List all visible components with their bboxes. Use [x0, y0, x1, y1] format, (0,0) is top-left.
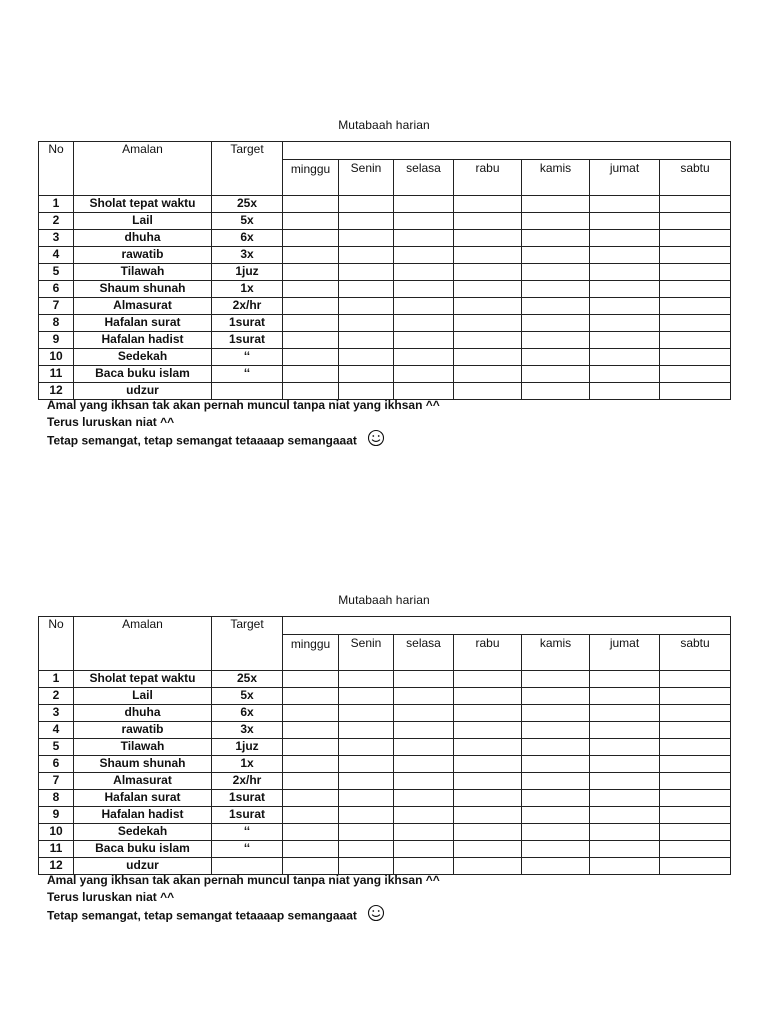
day-cell[interactable] [590, 332, 660, 349]
day-cell[interactable] [339, 298, 394, 315]
notes [47, 872, 440, 927]
row-target: 5x [212, 688, 283, 705]
table-row [39, 773, 731, 790]
day-cell[interactable] [283, 264, 339, 281]
day-cell[interactable] [454, 756, 522, 773]
day-cell[interactable] [283, 281, 339, 298]
day-cell[interactable] [283, 298, 339, 315]
day-cell[interactable] [283, 230, 339, 247]
header-day-senin: Senin [339, 160, 394, 196]
row-no: 6 [39, 281, 74, 298]
day-cell[interactable] [590, 858, 660, 875]
note-line: Amal yang ikhsan tak akan pernah muncul tanpa niat yang ikhsan ^^ [47, 398, 440, 412]
day-cell[interactable] [339, 739, 394, 756]
row-no: 5 [39, 739, 74, 756]
day-cell[interactable] [283, 824, 339, 841]
day-cell[interactable] [394, 841, 454, 858]
row-amalan: Hafalan hadist [74, 807, 212, 824]
day-cell[interactable] [339, 807, 394, 824]
day-cell[interactable] [590, 349, 660, 366]
day-cell[interactable] [339, 366, 394, 383]
table-row [39, 230, 731, 247]
day-cell[interactable] [394, 196, 454, 213]
row-target: 1juz [212, 264, 283, 281]
header-day-senin: Senin [339, 635, 394, 671]
day-cell[interactable] [394, 315, 454, 332]
header-day-kamis: kamis [522, 635, 590, 671]
day-cell[interactable] [454, 858, 522, 875]
day-cell[interactable] [283, 349, 339, 366]
note-line: Terus luruskan niat ^^ [47, 415, 175, 429]
day-cell[interactable] [339, 688, 394, 705]
day-cell[interactable] [660, 722, 731, 739]
row-no: 1 [39, 671, 74, 688]
day-cell[interactable] [522, 688, 590, 705]
day-cell[interactable] [339, 349, 394, 366]
day-cell[interactable] [394, 807, 454, 824]
row-no: 8 [39, 790, 74, 807]
day-cell[interactable] [522, 349, 590, 366]
row-amalan: Lail [74, 688, 212, 705]
day-cell[interactable] [454, 383, 522, 400]
header-no: No [39, 617, 74, 671]
header-day-sabtu: sabtu [660, 160, 731, 196]
table-row [39, 264, 731, 281]
day-cell[interactable] [660, 841, 731, 858]
row-no: 9 [39, 807, 74, 824]
day-cell[interactable] [660, 196, 731, 213]
day-cell[interactable] [454, 349, 522, 366]
row-no: 5 [39, 264, 74, 281]
row-amalan: dhuha [74, 230, 212, 247]
notes [47, 397, 440, 452]
day-cell[interactable] [660, 366, 731, 383]
row-amalan: Almasurat [74, 773, 212, 790]
row-amalan: Sholat tepat waktu [74, 671, 212, 688]
mutabaah-table [38, 616, 731, 875]
day-cell[interactable] [394, 824, 454, 841]
table-row [39, 349, 731, 366]
day-cell[interactable] [522, 332, 590, 349]
row-target: 2x/hr [212, 773, 283, 790]
day-cell[interactable] [660, 349, 731, 366]
day-cell[interactable] [283, 671, 339, 688]
header-day-minggu: minggu [283, 635, 339, 671]
day-cell[interactable] [522, 298, 590, 315]
day-cell[interactable] [454, 773, 522, 790]
day-cell[interactable] [522, 773, 590, 790]
day-cell[interactable] [394, 688, 454, 705]
day-cell[interactable] [394, 739, 454, 756]
day-cell[interactable] [660, 790, 731, 807]
row-amalan: Shaum shunah [74, 756, 212, 773]
row-amalan: Tilawah [74, 739, 212, 756]
day-cell[interactable] [339, 841, 394, 858]
sheet-title: Mutabaah harian [338, 118, 430, 132]
table-row [39, 332, 731, 349]
row-no: 9 [39, 332, 74, 349]
day-cell[interactable] [660, 824, 731, 841]
day-cell[interactable] [660, 264, 731, 281]
day-cell[interactable] [454, 705, 522, 722]
day-cell[interactable] [394, 671, 454, 688]
row-amalan: Almasurat [74, 298, 212, 315]
day-cell[interactable] [522, 841, 590, 858]
row-target: ‘‘ [212, 824, 283, 841]
day-cell[interactable] [590, 671, 660, 688]
table-row [39, 841, 731, 858]
table-row [39, 722, 731, 739]
day-cell[interactable] [590, 366, 660, 383]
table-row [39, 213, 731, 230]
header-day-kamis: kamis [522, 160, 590, 196]
day-cell[interactable] [590, 298, 660, 315]
day-cell[interactable] [454, 790, 522, 807]
note-line-with-smiley [47, 906, 440, 927]
header-target: Target [212, 617, 283, 671]
day-cell[interactable] [339, 213, 394, 230]
day-cell[interactable] [454, 824, 522, 841]
day-cell[interactable] [590, 213, 660, 230]
day-cell[interactable] [339, 756, 394, 773]
day-cell[interactable] [283, 773, 339, 790]
row-target: ‘‘ [212, 366, 283, 383]
day-cell[interactable] [590, 739, 660, 756]
table-row [39, 824, 731, 841]
day-cell[interactable] [394, 773, 454, 790]
row-amalan: Hafalan surat [74, 790, 212, 807]
row-no: 11 [39, 366, 74, 383]
header-day-minggu: minggu [283, 160, 339, 196]
day-cell[interactable] [283, 315, 339, 332]
row-amalan: rawatib [74, 247, 212, 264]
header-amalan: Amalan [74, 142, 212, 196]
note-line: Tetap semangat, tetap semangat tetaaaap semangaaat [47, 908, 357, 923]
mutabaah-table [38, 141, 731, 400]
day-cell[interactable] [454, 366, 522, 383]
header-target: Target [212, 142, 283, 196]
day-cell[interactable] [660, 773, 731, 790]
day-cell[interactable] [590, 756, 660, 773]
day-cell[interactable] [394, 264, 454, 281]
row-no: 4 [39, 247, 74, 264]
day-cell[interactable] [339, 315, 394, 332]
day-cell[interactable] [522, 671, 590, 688]
day-cell[interactable] [454, 807, 522, 824]
day-cell[interactable] [660, 213, 731, 230]
day-cell[interactable] [660, 756, 731, 773]
row-amalan: Baca buku islam [74, 841, 212, 858]
note-line: Amal yang ikhsan tak akan pernah muncul tanpa niat yang ikhsan ^^ [47, 873, 440, 887]
day-cell[interactable] [590, 790, 660, 807]
day-cell[interactable] [394, 366, 454, 383]
table-row [39, 705, 731, 722]
day-cell[interactable] [283, 756, 339, 773]
table-row [39, 790, 731, 807]
day-cell[interactable] [522, 705, 590, 722]
day-cell[interactable] [339, 790, 394, 807]
header-day-sabtu: sabtu [660, 635, 731, 671]
note-line: Terus luruskan niat ^^ [47, 890, 175, 904]
table-row [39, 196, 731, 213]
day-cell[interactable] [394, 349, 454, 366]
row-target: ‘‘ [212, 349, 283, 366]
day-cell[interactable] [522, 807, 590, 824]
day-cell[interactable] [454, 196, 522, 213]
header-day-selasa: selasa [394, 635, 454, 671]
day-cell[interactable] [283, 332, 339, 349]
row-no: 1 [39, 196, 74, 213]
day-cell[interactable] [454, 298, 522, 315]
day-cell[interactable] [339, 722, 394, 739]
row-target: 3x [212, 247, 283, 264]
table-row [39, 281, 731, 298]
row-amalan: Hafalan hadist [74, 332, 212, 349]
day-cell[interactable] [454, 213, 522, 230]
row-no: 11 [39, 841, 74, 858]
row-no: 10 [39, 349, 74, 366]
row-target: 3x [212, 722, 283, 739]
day-cell[interactable] [454, 688, 522, 705]
day-cell[interactable] [394, 332, 454, 349]
day-cell[interactable] [339, 230, 394, 247]
row-no: 8 [39, 315, 74, 332]
day-cell[interactable] [522, 366, 590, 383]
day-cell[interactable] [522, 824, 590, 841]
row-amalan: udzur [74, 383, 212, 400]
header-day-selasa: selasa [394, 160, 454, 196]
day-cell[interactable] [590, 264, 660, 281]
day-cell[interactable] [590, 230, 660, 247]
day-cell[interactable] [522, 858, 590, 875]
row-target: 25x [212, 196, 283, 213]
header-day-jumat: jumat [590, 635, 660, 671]
day-cell[interactable] [590, 196, 660, 213]
day-cell[interactable] [660, 688, 731, 705]
day-cell[interactable] [590, 315, 660, 332]
day-cell[interactable] [454, 281, 522, 298]
day-cell[interactable] [590, 705, 660, 722]
day-cell[interactable] [660, 807, 731, 824]
row-target: 1juz [212, 739, 283, 756]
day-cell[interactable] [660, 671, 731, 688]
day-cell[interactable] [660, 383, 731, 400]
header-days-group [283, 142, 731, 160]
table-row [39, 366, 731, 383]
day-cell[interactable] [454, 247, 522, 264]
day-cell[interactable] [394, 705, 454, 722]
day-cell[interactable] [522, 383, 590, 400]
day-cell[interactable] [660, 315, 731, 332]
row-no: 6 [39, 756, 74, 773]
row-amalan: Sedekah [74, 349, 212, 366]
day-cell[interactable] [590, 841, 660, 858]
header-day-rabu: rabu [454, 635, 522, 671]
smiley-icon [367, 429, 385, 452]
day-cell[interactable] [522, 756, 590, 773]
day-cell[interactable] [660, 705, 731, 722]
row-target: 1surat [212, 790, 283, 807]
row-target: 1surat [212, 315, 283, 332]
row-no: 2 [39, 213, 74, 230]
day-cell[interactable] [339, 705, 394, 722]
day-cell[interactable] [522, 196, 590, 213]
day-cell[interactable] [454, 841, 522, 858]
row-target: 6x [212, 705, 283, 722]
day-cell[interactable] [660, 858, 731, 875]
row-amalan: rawatib [74, 722, 212, 739]
day-cell[interactable] [283, 807, 339, 824]
day-cell[interactable] [283, 722, 339, 739]
day-cell[interactable] [522, 264, 590, 281]
row-amalan: Sedekah [74, 824, 212, 841]
header-amalan: Amalan [74, 617, 212, 671]
day-cell[interactable] [339, 824, 394, 841]
day-cell[interactable] [660, 247, 731, 264]
day-cell[interactable] [283, 739, 339, 756]
row-target: 1surat [212, 807, 283, 824]
day-cell[interactable] [394, 756, 454, 773]
row-target: 1x [212, 756, 283, 773]
table-row [39, 298, 731, 315]
day-cell[interactable] [394, 298, 454, 315]
sheet-title: Mutabaah harian [338, 593, 430, 607]
day-cell[interactable] [394, 213, 454, 230]
row-no: 2 [39, 688, 74, 705]
row-no: 4 [39, 722, 74, 739]
day-cell[interactable] [590, 383, 660, 400]
row-no: 3 [39, 230, 74, 247]
day-cell[interactable] [339, 671, 394, 688]
day-cell[interactable] [283, 247, 339, 264]
day-cell[interactable] [394, 230, 454, 247]
day-cell[interactable] [522, 722, 590, 739]
day-cell[interactable] [339, 281, 394, 298]
day-cell[interactable] [522, 213, 590, 230]
day-cell[interactable] [283, 688, 339, 705]
row-amalan: udzur [74, 858, 212, 875]
row-amalan: Sholat tepat waktu [74, 196, 212, 213]
day-cell[interactable] [339, 247, 394, 264]
row-no: 3 [39, 705, 74, 722]
row-no: 7 [39, 298, 74, 315]
row-no: 10 [39, 824, 74, 841]
row-no: 12 [39, 383, 74, 400]
row-target: 1surat [212, 332, 283, 349]
table-row [39, 247, 731, 264]
day-cell[interactable] [283, 841, 339, 858]
day-cell[interactable] [590, 824, 660, 841]
smiley-icon [367, 904, 385, 927]
header-day-jumat: jumat [590, 160, 660, 196]
day-cell[interactable] [339, 264, 394, 281]
row-no: 12 [39, 858, 74, 875]
note-line: Tetap semangat, tetap semangat tetaaaap semangaaat [47, 433, 357, 448]
row-amalan: dhuha [74, 705, 212, 722]
table-row [39, 739, 731, 756]
day-cell[interactable] [590, 688, 660, 705]
day-cell[interactable] [283, 366, 339, 383]
day-cell[interactable] [660, 739, 731, 756]
table-row [39, 671, 731, 688]
day-cell[interactable] [590, 247, 660, 264]
day-cell[interactable] [454, 671, 522, 688]
day-cell[interactable] [590, 773, 660, 790]
header-day-rabu: rabu [454, 160, 522, 196]
day-cell[interactable] [283, 705, 339, 722]
row-target: 1x [212, 281, 283, 298]
row-target: ‘‘ [212, 841, 283, 858]
day-cell[interactable] [283, 196, 339, 213]
day-cell[interactable] [394, 722, 454, 739]
row-amalan: Shaum shunah [74, 281, 212, 298]
row-amalan: Tilawah [74, 264, 212, 281]
row-amalan: Hafalan surat [74, 315, 212, 332]
day-cell[interactable] [660, 230, 731, 247]
day-cell[interactable] [590, 281, 660, 298]
day-cell[interactable] [339, 196, 394, 213]
table-row [39, 315, 731, 332]
row-target: 2x/hr [212, 298, 283, 315]
day-cell[interactable] [522, 739, 590, 756]
row-amalan: Baca buku islam [74, 366, 212, 383]
table-row [39, 756, 731, 773]
day-cell[interactable] [454, 332, 522, 349]
day-cell[interactable] [660, 281, 731, 298]
row-target: 6x [212, 230, 283, 247]
day-cell[interactable] [394, 790, 454, 807]
day-cell[interactable] [522, 281, 590, 298]
day-cell[interactable] [660, 298, 731, 315]
day-cell[interactable] [522, 247, 590, 264]
day-cell[interactable] [660, 332, 731, 349]
table-row [39, 688, 731, 705]
day-cell[interactable] [522, 790, 590, 807]
day-cell[interactable] [454, 739, 522, 756]
row-target: 5x [212, 213, 283, 230]
note-line-with-smiley [47, 431, 440, 452]
day-cell[interactable] [454, 264, 522, 281]
day-cell[interactable] [454, 230, 522, 247]
day-cell[interactable] [283, 213, 339, 230]
day-cell[interactable] [283, 790, 339, 807]
day-cell[interactable] [522, 315, 590, 332]
day-cell[interactable] [339, 773, 394, 790]
day-cell[interactable] [590, 807, 660, 824]
table-row [39, 807, 731, 824]
day-cell[interactable] [522, 230, 590, 247]
day-cell[interactable] [454, 722, 522, 739]
day-cell[interactable] [394, 281, 454, 298]
row-no: 7 [39, 773, 74, 790]
day-cell[interactable] [394, 247, 454, 264]
header-no: No [39, 142, 74, 196]
day-cell[interactable] [339, 332, 394, 349]
row-target: 25x [212, 671, 283, 688]
day-cell[interactable] [454, 315, 522, 332]
day-cell[interactable] [590, 722, 660, 739]
header-days-group [283, 617, 731, 635]
row-amalan: Lail [74, 213, 212, 230]
